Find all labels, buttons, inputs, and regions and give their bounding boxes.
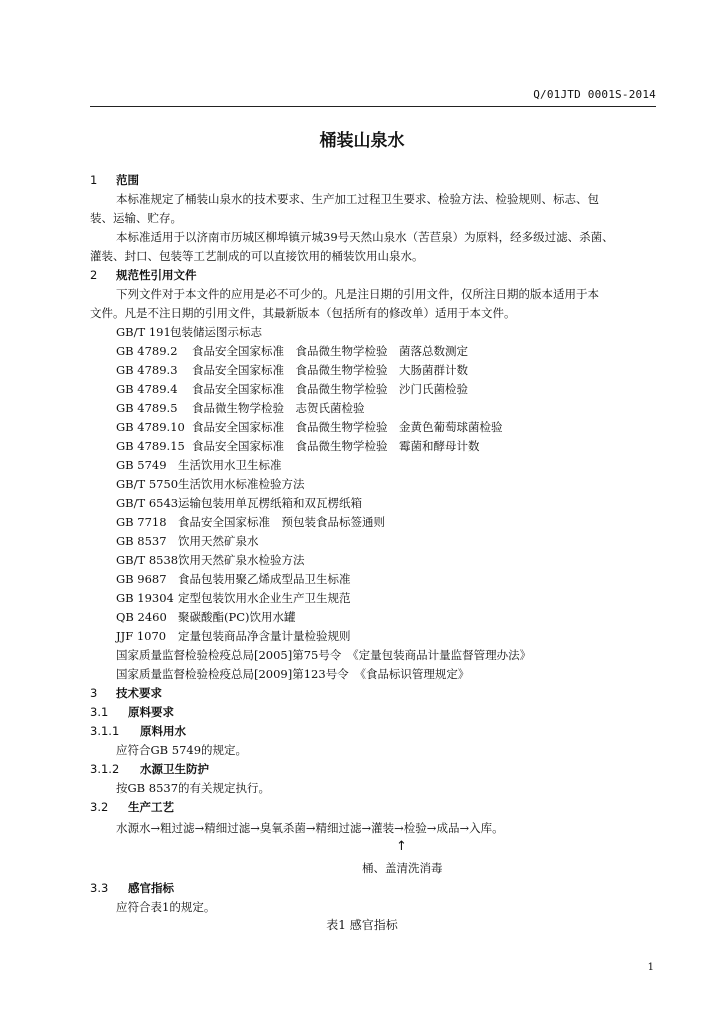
reference-code: GB 19304 [116, 591, 174, 605]
section-title: 生产工艺 [128, 800, 174, 814]
reference-title: 生活饮用水标准检验方法 [178, 477, 305, 491]
reference-item [116, 495, 362, 511]
process-flow: 水源水→粗过滤→精细过滤→臭氧杀菌→精细过滤→灌装→检验→成品→入库。 [116, 821, 504, 835]
section-number: 3.3 [90, 881, 109, 895]
reference-item [116, 381, 468, 397]
reference-title: 饮用天然矿泉水检验方法 [178, 553, 305, 567]
reference-title: 食品安全国家标准 食品微生物学检验 菌落总数测定 [192, 344, 468, 358]
document-title: 桶装山泉水 [319, 131, 405, 151]
reference-item [116, 590, 351, 606]
reference-item [116, 400, 365, 416]
reference-item [116, 533, 259, 549]
section-number: 1 [90, 173, 98, 187]
reference-title: 食品安全国家标准 食品微生物学检验 沙门氏菌检验 [192, 382, 468, 396]
reference-title: 生活饮用水卫生标准 [178, 458, 282, 472]
section-title: 水源卫生防护 [140, 762, 209, 776]
section-2-intro-line-2: 文件。凡是不注日期的引用文件，其最新版本（包括所有的修改单）适用于本文件。 [90, 306, 516, 320]
section-title: 原料用水 [140, 724, 186, 738]
reference-item [116, 419, 503, 435]
reference-item [116, 343, 468, 359]
section-number: 3.1 [90, 705, 109, 719]
reference-code: GB 9687 [116, 572, 167, 586]
reference-title: 包装储运图示标志 [170, 325, 262, 339]
reference-code: GB 4789.5 [116, 401, 178, 415]
reference-title: 定量包装商品净含量计量检验规则 [178, 629, 351, 643]
section-title: 感官指标 [128, 881, 174, 895]
reference-title: 定型包装饮用水企业生产卫生规范 [178, 591, 351, 605]
reference-title: 食品安全国家标准 预包装食品标签通则 [178, 515, 385, 529]
section-3-1-1-heading [90, 723, 186, 739]
section-number: 3 [90, 686, 98, 700]
reference-code: GB 4789.15 [116, 439, 185, 453]
page-number: 1 [647, 962, 654, 973]
reference-code: GB 7718 [116, 515, 167, 529]
reference-title: 饮用天然矿泉水 [178, 534, 259, 548]
section-3-3-text: 应符合表1的规定。 [116, 900, 216, 914]
reference-title: 食品安全国家标准 食品微生物学检验 金黄色葡萄球菌检验 [192, 420, 503, 434]
section-2-intro-line-1: 下列文件对于本文件的应用是必不可少的。凡是注日期的引用文件，仅所注日期的版本适用于本 [116, 287, 599, 301]
section-title: 原料要求 [128, 705, 174, 719]
reference-item [116, 457, 282, 473]
reference-code: QB 2460 [116, 610, 167, 624]
reference-code: GB/T 5750 [116, 477, 179, 491]
reference-code: GB 4789.10 [116, 420, 185, 434]
reference-code: GB 5749 [116, 458, 167, 472]
reference-item [116, 476, 305, 492]
reference-item [116, 628, 351, 644]
section-number: 2 [90, 268, 98, 282]
section-number: 3.2 [90, 800, 109, 814]
reference-code: JJF 1070 [116, 629, 167, 643]
section-3-1-2-text: 按GB 8537的有关规定执行。 [116, 781, 271, 795]
reference-item [116, 324, 262, 340]
reference-item [116, 609, 296, 625]
reference-title: 聚碳酸酯(PC)饮用水罐 [178, 610, 296, 624]
section-1-heading [90, 172, 139, 188]
decree-reference-1: 国家质量监督检验检疫总局[2005]第75号令 《定量包装商品计量监督管理办法》 [116, 648, 532, 662]
header-rule [90, 106, 656, 107]
section-1-para-2-line-2: 灌装、封口、包装等工艺制成的可以直接饮用的桶装饮用山泉水。 [90, 249, 424, 263]
decree-reference-2: 国家质量监督检验检疫总局[2009]第123号令 《食品标识管理规定》 [116, 667, 470, 681]
reference-item [116, 552, 305, 568]
section-1-para-1-line-1: 本标准规定了桶装山泉水的技术要求、生产加工过程卫生要求、检验方法、检验规则、标志、包 [116, 192, 599, 206]
reference-title: 食品安全国家标准 食品微生物学检验 霉菌和酵母计数 [192, 439, 480, 453]
section-3-1-heading [90, 704, 174, 720]
section-number: 3.1.1 [90, 724, 120, 738]
reference-item [116, 571, 351, 587]
section-title: 规范性引用文件 [116, 268, 197, 282]
section-title: 范围 [116, 173, 139, 187]
reference-code: GB/T 8538 [116, 553, 179, 567]
reference-item [116, 362, 468, 378]
reference-title: 运输包装用单瓦楞纸箱和双瓦楞纸箱 [178, 496, 362, 510]
reference-code: GB 4789.4 [116, 382, 178, 396]
section-3-2-heading [90, 799, 174, 815]
reference-item [116, 438, 480, 454]
reference-code: GB 8537 [116, 534, 167, 548]
reference-title: 食品微生物学检验 志贺氏菌检验 [192, 401, 365, 415]
process-note: 桶、盖清洗消毒 [362, 861, 443, 875]
table-caption: 表1 感官指标 [326, 918, 398, 932]
up-arrow-icon: ↑ [396, 839, 407, 854]
section-2-heading [90, 267, 197, 283]
reference-code: GB 4789.2 [116, 344, 178, 358]
reference-title: 食品安全国家标准 食品微生物学检验 大肠菌群计数 [192, 363, 468, 377]
section-number: 3.1.2 [90, 762, 120, 776]
reference-code: GB/T 6543 [116, 496, 179, 510]
reference-title: 食品包装用聚乙烯成型品卫生标准 [178, 572, 351, 586]
section-1-para-2-line-1: 本标准适用于以济南市历城区柳埠镇亓城39号天然山泉水（苦苣泉）为原料，经多级过滤、杀菌、 [116, 230, 614, 244]
reference-item [116, 514, 385, 530]
section-3-3-heading [90, 880, 174, 896]
section-3-1-2-heading [90, 761, 209, 777]
section-1-para-1-line-2: 装、运输、贮存。 [90, 211, 182, 225]
section-title: 技术要求 [116, 686, 162, 700]
reference-code: GB/T 191 [116, 325, 171, 339]
section-3-heading [90, 685, 162, 701]
reference-code: GB 4789.3 [116, 363, 178, 377]
standard-code: Q/01JTD 0001S-2014 [533, 88, 656, 101]
section-3-1-1-text: 应符合GB 5749的规定。 [116, 743, 248, 757]
